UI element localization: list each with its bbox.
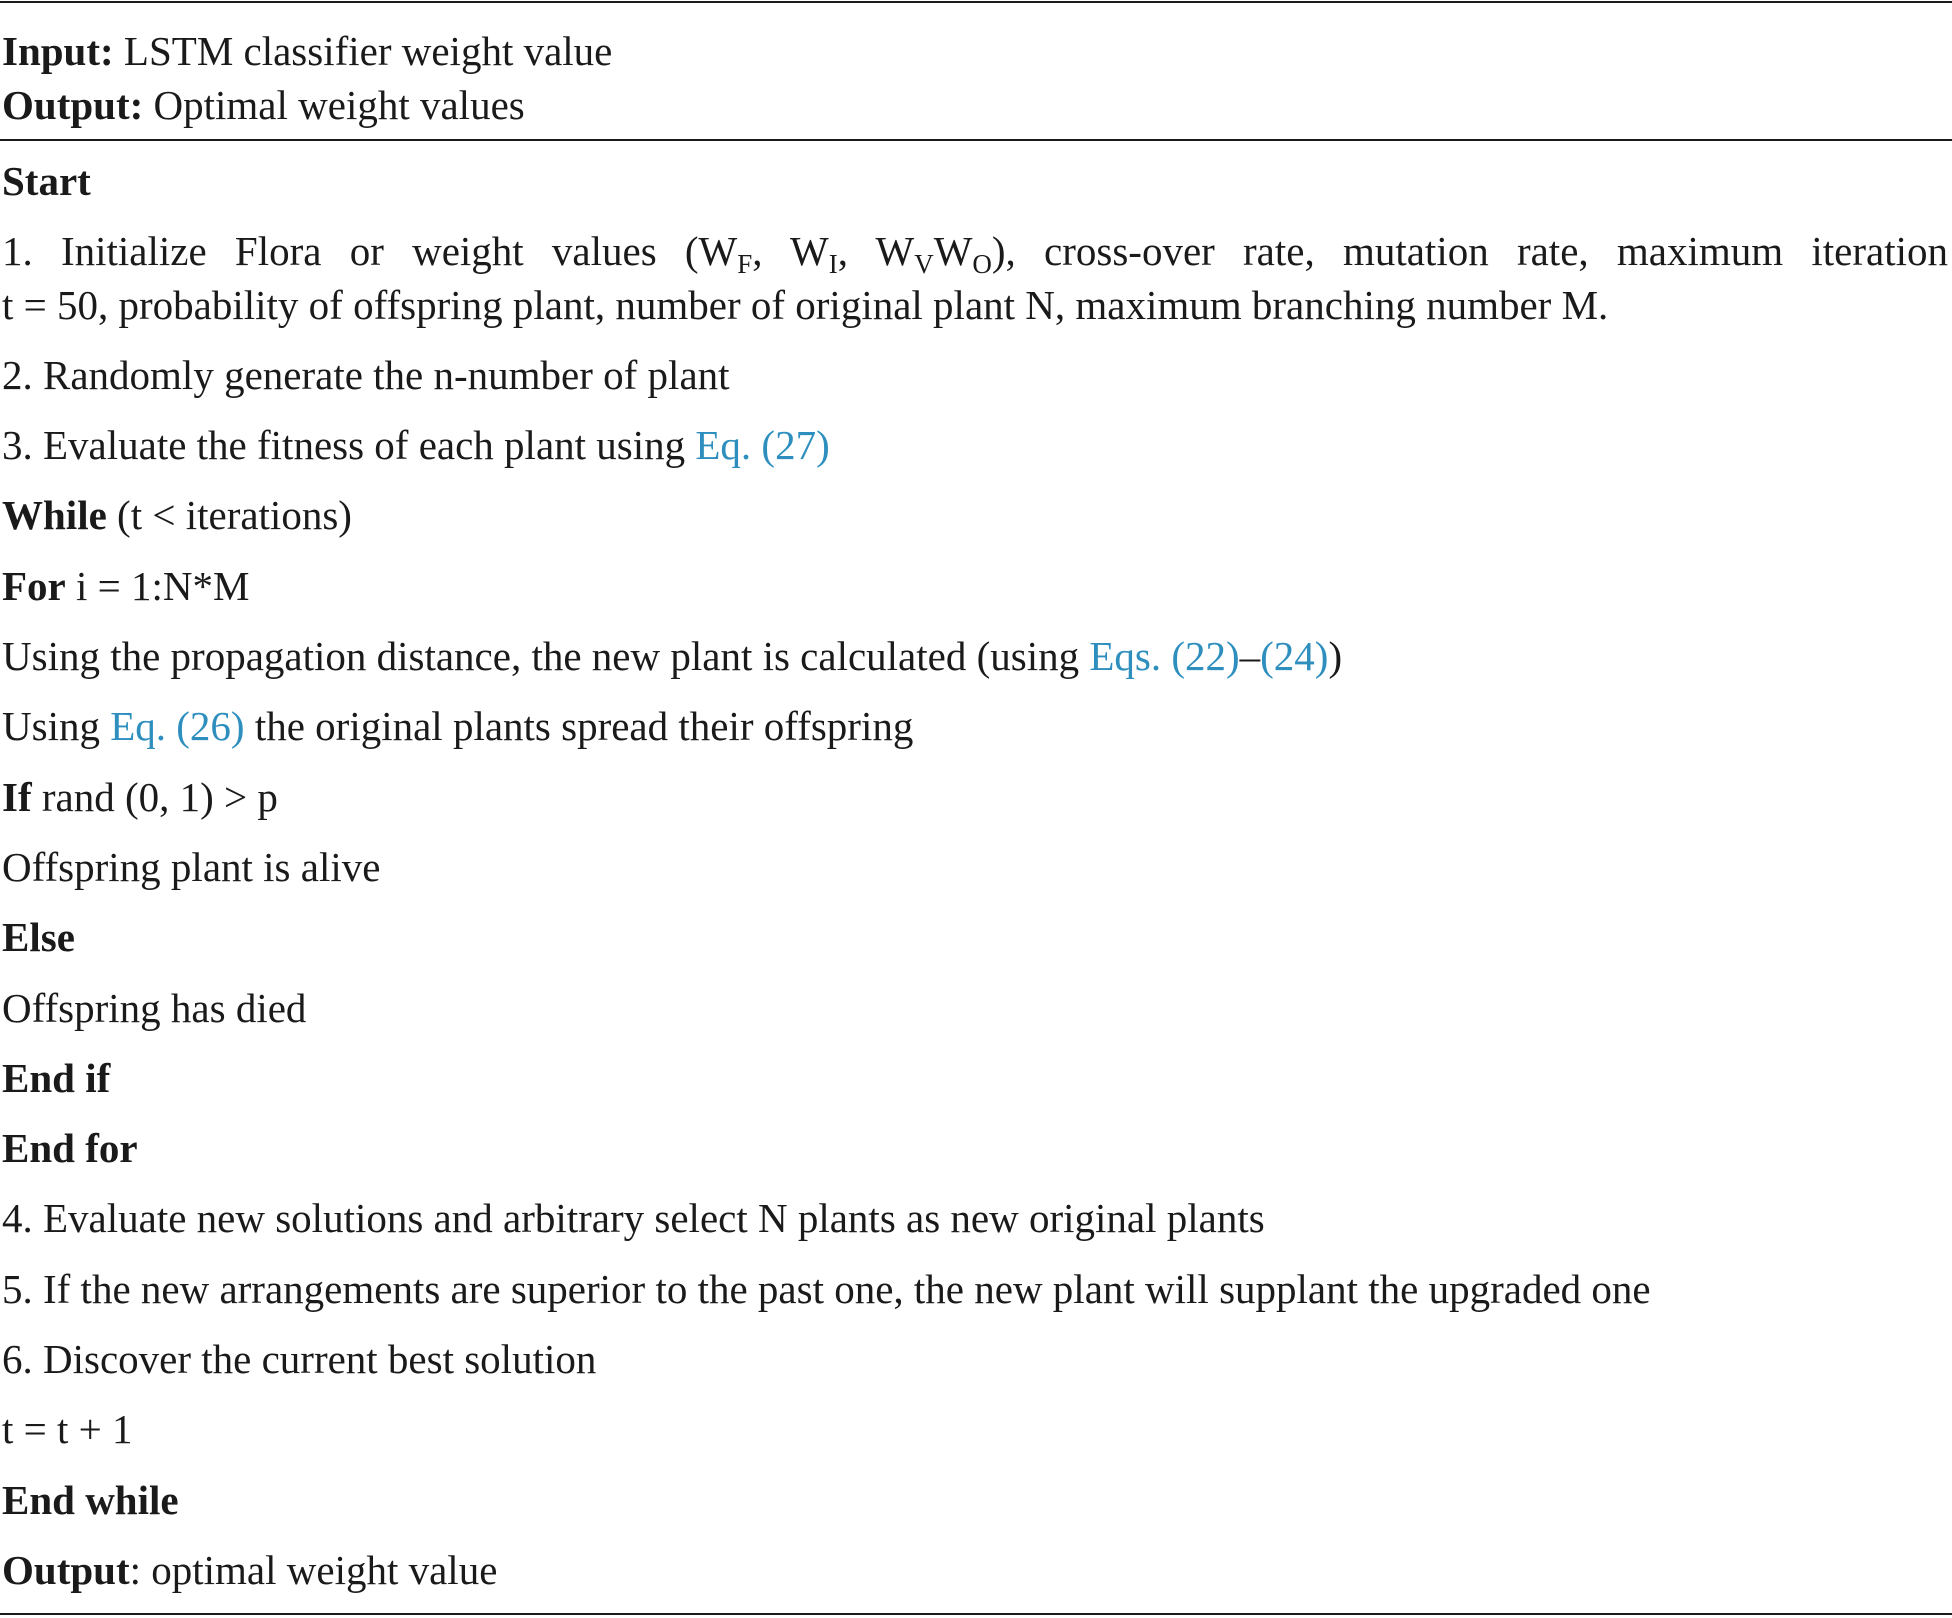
output-label: Output:	[2, 82, 144, 128]
eq24-link[interactable]: (24)	[1260, 633, 1329, 679]
subscript-i: I	[828, 249, 838, 279]
else-line	[2, 912, 75, 962]
eq22-link[interactable]: Eqs. (22)	[1089, 633, 1240, 679]
if-line	[2, 772, 278, 822]
final-output-value: : optimal weight value	[129, 1547, 498, 1593]
alive-line: Offspring plant is alive	[2, 844, 381, 890]
input-label: Input:	[2, 28, 114, 74]
for-keyword: For	[2, 563, 66, 609]
step1-text-e: ), cross-over rate, mutation rate, maximum iteration	[991, 228, 1948, 274]
header-rule	[0, 139, 1952, 141]
eq26-link[interactable]: Eq. (26)	[110, 703, 245, 749]
final-output-line	[2, 1545, 497, 1595]
for-condition: i = 1:N*M	[65, 563, 250, 609]
propagation-close: )	[1328, 633, 1343, 679]
spread-line	[2, 701, 913, 751]
while-keyword: While	[2, 492, 107, 538]
if-condition: rand (0, 1) > p	[31, 774, 278, 820]
input-value: LSTM classifier weight value	[123, 28, 613, 74]
propagation-text: Using the propagation distance, the new plant is calculated (using	[2, 633, 1090, 679]
increment-line: t = t + 1	[2, 1406, 133, 1452]
step1-text-d: W	[933, 228, 973, 274]
step1-text-c: , W	[837, 228, 915, 274]
step5-line: 5. If the new arrangements are superior to the past one, the new plant will supplant the upgraded one	[2, 1266, 1651, 1312]
input-line	[2, 26, 612, 76]
final-output-keyword: Output	[2, 1547, 130, 1593]
endfor-keyword: End for	[2, 1125, 138, 1171]
endfor-line	[2, 1123, 138, 1173]
step4-line: 4. Evaluate new solutions and arbitrary select N plants as new original plants	[2, 1195, 1265, 1241]
if-keyword: If	[2, 774, 32, 820]
endif-line	[2, 1053, 110, 1103]
endwhile-line	[2, 1475, 179, 1525]
while-condition: (t < iterations)	[106, 492, 352, 538]
endwhile-keyword: End while	[2, 1477, 179, 1523]
output-line	[2, 80, 525, 130]
step3-line	[2, 420, 830, 470]
range-dash: –	[1239, 633, 1261, 679]
step1-line2: t = 50, probability of offspring plant, number of original plant N, maximum branching number M.	[2, 282, 1609, 328]
spread-suffix: the original plants spread their offspring	[244, 703, 914, 749]
bottom-rule	[0, 1613, 1952, 1615]
start-line	[2, 156, 91, 206]
while-line	[2, 490, 352, 540]
step1-text-a: 1. Initialize Flora or weight values (W	[2, 228, 738, 274]
step6-line: 6. Discover the current best solution	[2, 1336, 597, 1382]
step1-text-b: , W	[752, 228, 829, 274]
subscript-f: F	[737, 249, 753, 279]
eq27-link[interactable]: Eq. (27)	[695, 422, 830, 468]
else-keyword: Else	[2, 914, 75, 960]
endif-keyword: End if	[2, 1055, 111, 1101]
start-keyword: Start	[2, 158, 91, 204]
step2-line: 2. Randomly generate the n-number of plant	[2, 352, 730, 398]
subscript-o: O	[972, 249, 992, 279]
step3-text: 3. Evaluate the fitness of each plant using	[2, 422, 696, 468]
for-line	[2, 561, 249, 611]
spread-prefix: Using	[2, 703, 111, 749]
died-line: Offspring has died	[2, 985, 307, 1031]
top-rule	[0, 1, 1952, 3]
step1-line	[2, 226, 1948, 279]
output-value: Optimal weight values	[153, 82, 525, 128]
propagation-line	[2, 631, 1342, 681]
subscript-v: V	[914, 249, 934, 279]
